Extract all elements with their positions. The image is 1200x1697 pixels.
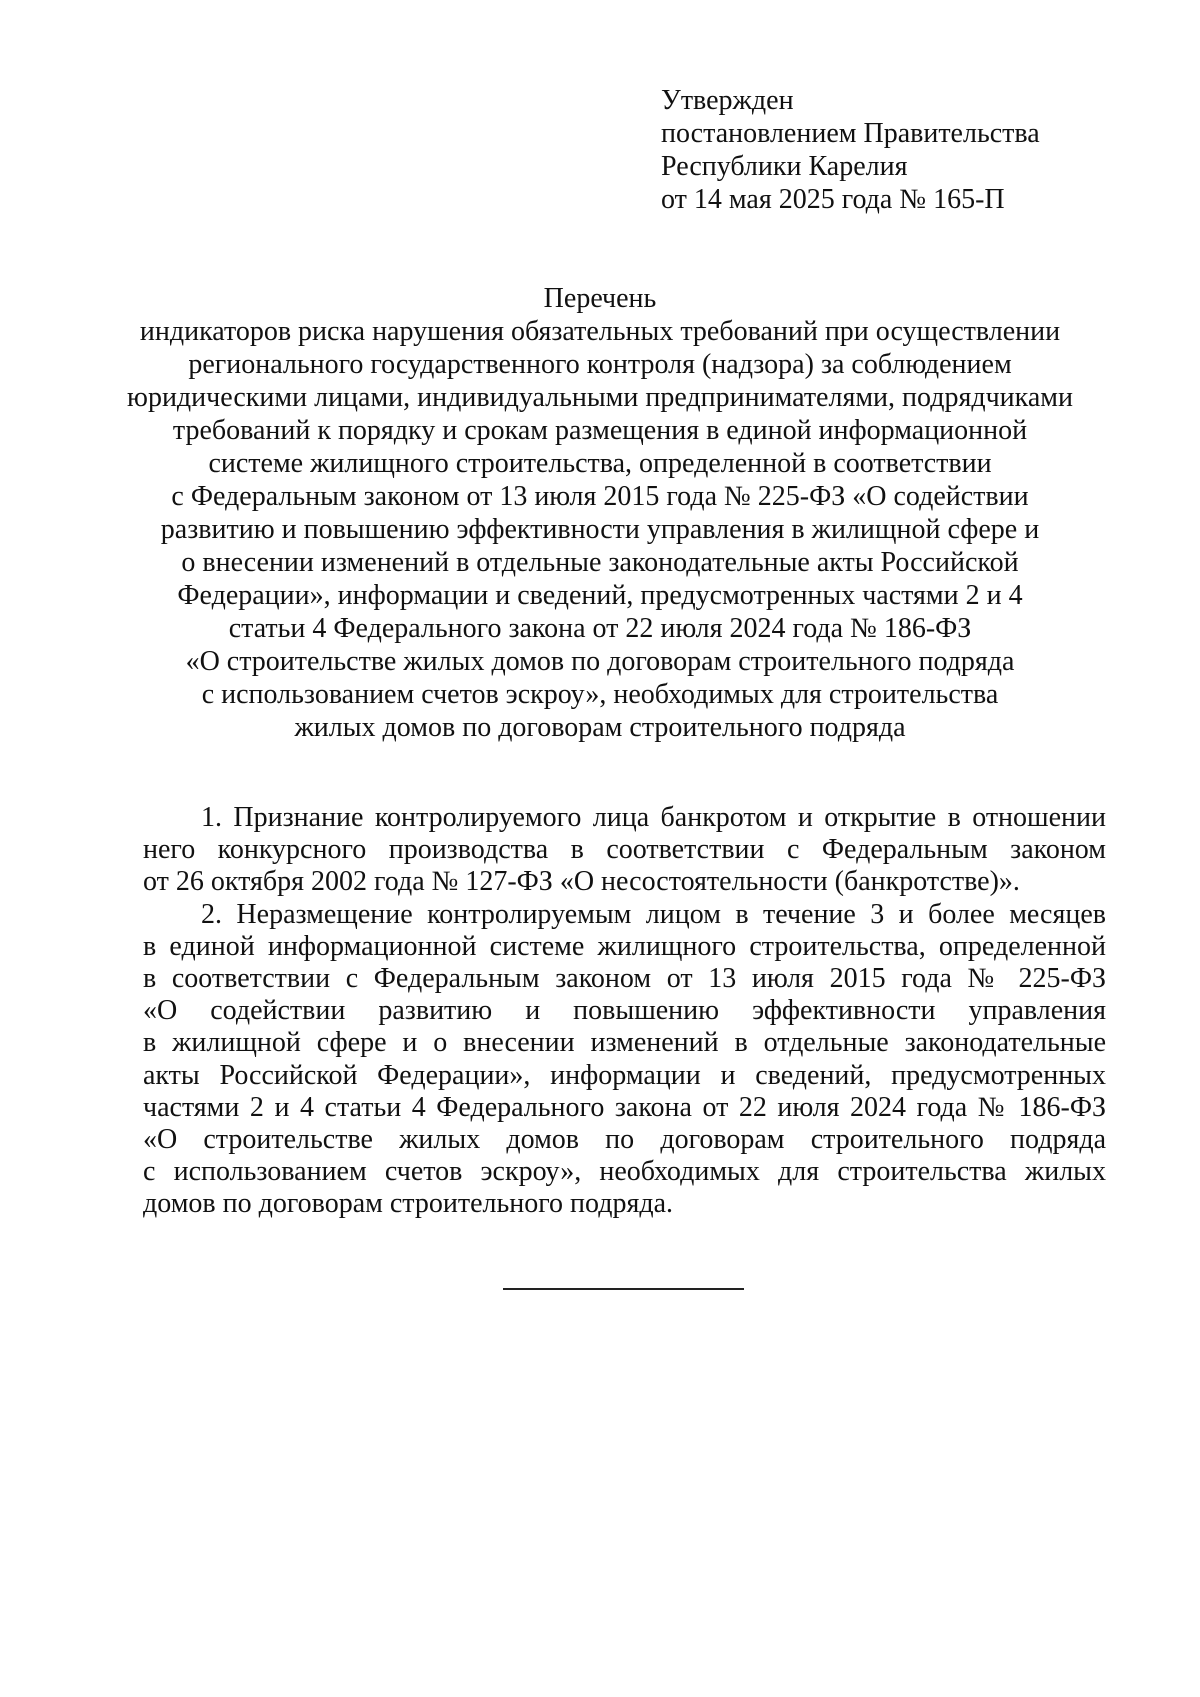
title-line: Федерации», информации и сведений, предусмотренных частями 2 и 4	[177, 580, 1023, 611]
paragraph-line: «О содействии развитию и повышению эффективности управления	[143, 995, 1106, 1027]
paragraph-line: «О строительстве жилых домов по договорам строительного подряда	[143, 1123, 1106, 1155]
title-line: юридическими лицами, индивидуальными предпринимателями, подрядчиками	[127, 382, 1073, 413]
paragraph-line: с использованием счетов эскроу», необходимых для строительства жилых	[143, 1156, 1106, 1188]
title-line: статьи 4 Федерального закона от 22 июля 2024 года № 186-ФЗ	[228, 613, 972, 644]
paragraph-line: 2. Неразмещение контролируемым лицом в течение 3 и более месяцев	[201, 898, 1106, 930]
paragraph-line: него конкурсного производства в соответствии с Федеральным законом	[143, 834, 1106, 866]
title-line: о внесении изменений в отдельные законодательные акты Российской	[181, 547, 1019, 578]
document-title	[0, 282, 1200, 744]
title-heading: Перечень	[543, 283, 657, 314]
title-line: «О строительстве жилых домов по договорам строительного подряда	[185, 646, 1015, 677]
approval-line: Утвержден	[661, 85, 794, 116]
title-line: с использованием счетов эскроу», необходимых для строительства	[201, 679, 999, 710]
closing-rule	[503, 1288, 744, 1290]
paragraph-line: домов по договорам строительного подряда.	[143, 1188, 673, 1220]
paragraph-line: от 26 октября 2002 года № 127-ФЗ «О несостоятельности (банкротстве)».	[143, 866, 1020, 898]
title-line: требований к порядку и срокам размещения в единой информационной	[172, 415, 1028, 446]
approval-line: Республики Карелия	[661, 151, 908, 182]
paragraph-line: акты Российской Федерации», информации и сведений, предусмотренных	[143, 1059, 1106, 1091]
list-item-2	[143, 899, 1106, 1221]
title-line: индикаторов риска нарушения обязательных требований при осуществлении	[139, 316, 1061, 347]
title-line: системе жилищного строительства, определенной в соответствии	[208, 448, 992, 479]
approval-line: от 14 мая 2025 года № 165-П	[661, 184, 1005, 215]
title-line: с Федеральным законом от 13 июля 2015 года № 225-ФЗ «О содействии	[171, 481, 1029, 512]
paragraph-line: в жилищной сфере и о внесении изменений в отдельные законодательные	[143, 1027, 1106, 1059]
title-line: жилых домов по договорам строительного подряда	[294, 712, 906, 743]
paragraph-line: частями 2 и 4 статьи 4 Федерального закона от 22 июля 2024 года № 186-ФЗ	[143, 1091, 1106, 1123]
title-line: развитию и повышению эффективности управления в жилищной сфере и	[160, 514, 1040, 545]
indicator-list	[143, 802, 1106, 1220]
list-item-1	[143, 802, 1106, 899]
approval-stamp	[661, 84, 1040, 216]
approval-line: постановлением Правительства	[661, 118, 1040, 149]
paragraph-line: в соответствии с Федеральным законом от 13 июля 2015 года № 225-ФЗ	[143, 962, 1106, 994]
paragraph-line: 1. Признание контролируемого лица банкротом и открытие в отношении	[201, 802, 1106, 833]
title-line: регионального государственного контроля (надзора) за соблюдением	[188, 349, 1012, 380]
paragraph-line: в единой информационной системе жилищного строительства, определенной	[143, 930, 1106, 962]
